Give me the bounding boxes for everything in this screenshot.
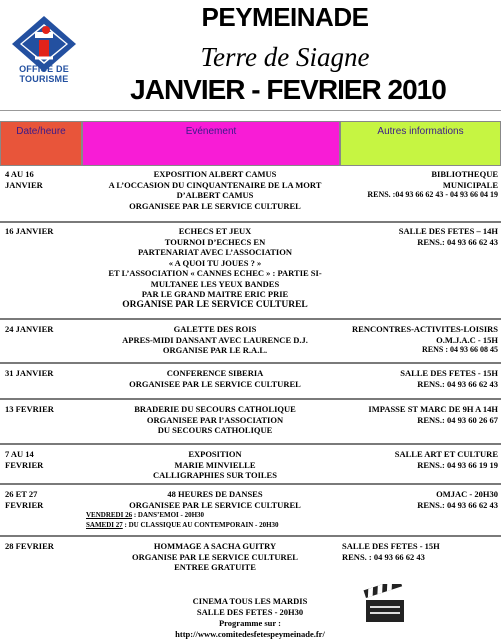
row-date: 28 FEVRIER — [5, 541, 54, 551]
row-event: GALETTE DES ROIS APRES-MIDI DANSANT AVEC LAURENCE D.J. ORGANISE PAR LE R.A.L. — [122, 324, 308, 355]
subtitle: Terre de Siagne — [200, 42, 370, 72]
logo-label: OFFICE DE TOURISME — [19, 64, 69, 84]
row-event: 48 HEURES DE DANSES ORGANISEE PAR LE SERVICE CULTUREL — [129, 489, 301, 510]
row-event: ECHECS ET JEUX TOURNOI D’ECHECS EN PARTENARIAT AVEC L’ASSOCIATION « A QUOI TU JOUES ? » ET L’ASSOCIATION « CANNES ECHEC » : PARTIE SI- MULTANEE LES YEUX BANDES PAR LE GRAND MAITRE ERIC PRIE ORGANISE PAR LE SERVICE CULTUREL — [108, 226, 322, 310]
period-title: JANVIER - FEVRIER 2010 — [130, 74, 446, 105]
row-divider — [0, 362, 501, 364]
table-row — [0, 365, 501, 399]
cinema-footer: CINEMA TOUS LES MARDIS SALLE DES FETES - 20H30 Programme sur : http://www.comitedesfetespeymeinade.fr/ — [100, 596, 400, 640]
page-header — [0, 0, 501, 112]
row-event: HOMMAGE A SACHA GUITRY ORGANISE PAR LE SERVICE CULTUREL ENTREE GRATUITE — [132, 541, 298, 572]
column-header-info: Autres informations — [340, 121, 501, 166]
table-row — [0, 446, 501, 484]
table-row — [0, 223, 501, 319]
row-event: EXPOSITION MARIE MINVIELLE CALLIGRAPHIES SUR TOILES — [153, 449, 277, 480]
row-date: 31 JANVIER — [5, 368, 54, 378]
column-header-event: Evénement — [82, 121, 340, 166]
table-row — [0, 166, 501, 221]
row-event-details: VENDREDI 26 : DANS’EMOI - 20H30 SAMEDI 27 : DU CLASSIQUE AU CONTEMPORAIN - 20H30 — [86, 511, 279, 529]
column-header-date: Date/heure — [0, 121, 82, 166]
row-date: 13 FEVRIER — [5, 404, 54, 414]
table-row — [0, 486, 501, 536]
row-event: CONFERENCE SIBERIA ORGANISEE PAR LE SERVICE CULTUREL — [129, 368, 301, 389]
table-header — [0, 121, 501, 166]
row-divider — [0, 535, 501, 537]
row-divider — [0, 483, 501, 485]
row-info: SALLE DES FETES - 15H RENS.: 04 93 66 62 43 — [400, 368, 498, 389]
row-date: 4 AU 16 JANVIER — [5, 169, 43, 190]
row-divider — [0, 318, 501, 320]
row-info: IMPASSE ST MARC DE 9H A 14H RENS.: 04 93 60 26 67 — [368, 404, 498, 425]
row-info: SALLE ART ET CULTURE RENS.: 04 93 66 19 19 — [394, 449, 498, 470]
row-info: SALLE DES FETES – 14H RENS.: 04 93 66 62 43 — [398, 226, 498, 247]
row-event: EXPOSITION ALBERT CAMUS A L’OCCASION DU CINQUANTENAIRE DE LA MORT D’ALBERT CAMUS ORGANISEE PAR LE SERVICE CULTUREL — [108, 169, 322, 211]
table-row — [0, 321, 501, 363]
row-date: 16 JANVIER — [5, 226, 54, 236]
table-row — [0, 401, 501, 443]
table-row — [0, 538, 501, 580]
website-link[interactable]: http://www.comitedesfetespeymeinade.fr/ — [175, 629, 325, 639]
row-date: 7 AU 14 FEVRIER — [5, 449, 44, 470]
row-date: 26 ET 27 FEVRIER — [5, 489, 44, 510]
row-info: OMJAC - 20H30 RENS.: 04 93 66 62 43 — [417, 489, 498, 510]
row-event: BRADERIE DU SECOURS CATHOLIQUE ORGANISEE PAR l’ASSOCIATION DU SECOURS CATHOLIQUE — [134, 404, 296, 435]
row-divider — [0, 443, 501, 445]
clapperboard-icon — [362, 584, 408, 624]
row-divider — [0, 398, 501, 400]
row-info: SALLE DES FETES - 15H RENS. : 04 93 66 62 43 — [342, 541, 440, 562]
row-info: RENCONTRES-ACTIVITES-LOISIRS O.M.J.A.C - 15H RENS : 04 93 66 08 45 — [352, 324, 498, 354]
row-info: BIBLIOTHEQUE MUNICIPALE RENS. :04 93 66 62 43 - 04 93 66 04 19 — [367, 169, 498, 199]
row-date: 24 JANVIER — [5, 324, 54, 334]
header-divider — [0, 110, 501, 111]
town-title: PEYMEINADE — [201, 2, 369, 32]
